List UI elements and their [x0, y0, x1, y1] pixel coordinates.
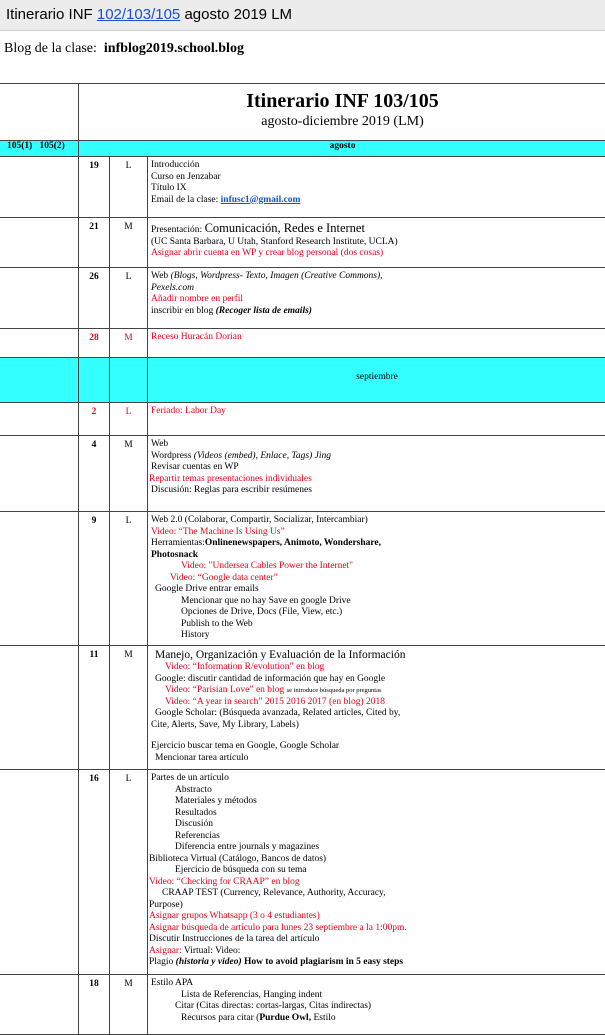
assignment-note: Asignar grupos Whatsapp (3 o 4 estudiantes): [149, 911, 604, 923]
content-line: [151, 221, 604, 237]
content-line: Purpose): [149, 900, 604, 912]
row-day: 2: [79, 403, 110, 436]
video-line: Video: “Information R/evolution” en blog: [151, 662, 604, 674]
row-day: 21: [79, 218, 110, 268]
video-line: Video: “Google data center”: [151, 573, 604, 585]
row-weekday: M: [110, 218, 148, 268]
content-line: Biblioteca Virtual (Catálogo, Bancos de datos): [149, 854, 604, 866]
row-content: [148, 218, 605, 268]
content-line: [149, 946, 604, 958]
row-day: 16: [79, 770, 110, 975]
content-line: Resultados: [151, 808, 604, 820]
presentation-label: Presentación:: [151, 225, 205, 235]
table-row: [0, 975, 605, 1035]
row-weekday: M: [110, 436, 148, 512]
row-content: [148, 157, 605, 218]
title-cell: [79, 84, 605, 141]
text-run: Virtual: Video:: [182, 946, 241, 956]
content-line: Opciones de Drive, Docs (File, View, etc.): [151, 607, 604, 619]
content-line: Discusión: [151, 819, 604, 831]
table-row: [0, 436, 605, 512]
video-line: Video: “A year in search” 2015 2016 2017 (en blog) 2018: [151, 697, 604, 709]
month-header-septiembre: [0, 358, 605, 403]
row-weekday: L: [110, 268, 148, 329]
text-run: Herramientas:: [151, 538, 205, 548]
content-line: Google Scholar: (Búsqueda avanzada, Related articles, Cited by,: [151, 708, 604, 720]
text-run: (historia y video): [176, 957, 242, 967]
row-day: 28: [79, 329, 110, 358]
content-line: Manejo, Organización y Evaluación de la Información: [151, 649, 604, 662]
text-run: Recursos para citar (: [181, 1013, 259, 1023]
row-weekday: M: [110, 646, 148, 770]
content-line: Referencias: [151, 831, 604, 843]
content-line: Diferencia entre journals y magazines: [151, 842, 604, 854]
video-line: Video: “The Machine Is Using Us”: [151, 527, 604, 539]
text-run: Web: [151, 271, 171, 281]
content-line: Discutir Instrucciones de la tarea del artículo: [149, 934, 604, 946]
assignment-note: Asignar abrir cuenta en WP y crear blog personal (dos cosas): [151, 248, 604, 260]
row-day: 18: [79, 975, 110, 1035]
row-content: [148, 512, 605, 646]
content-line: Citar (Citas directas: cortas-largas, Citas indirectas): [151, 1001, 604, 1013]
row-content: [148, 268, 605, 329]
content-line: Abstracto: [151, 785, 604, 797]
row-content: [148, 770, 605, 975]
table-row: [0, 157, 605, 218]
text-run: Wordpress: [151, 451, 194, 461]
table-row: [0, 646, 605, 770]
content-line: Materiales y métodos: [151, 796, 604, 808]
content-line: [151, 195, 604, 207]
table-row: [0, 218, 605, 268]
content-line: [151, 271, 604, 283]
content-line: Google Drive entrar emails: [151, 584, 604, 596]
row-day: 26: [79, 268, 110, 329]
video-line: Video: "Undersea Cables Power the Internet": [151, 561, 604, 573]
content-line: (UC Santa Barbara, U Utah, Stanford Research Institute, UCLA): [151, 237, 604, 249]
content-line: [151, 1013, 604, 1025]
text-run: Plagio: [149, 957, 176, 967]
row-content: [148, 436, 605, 512]
blog-label: Blog de la clase:: [4, 41, 97, 56]
content-line: Título IX: [151, 183, 604, 195]
title-prefix: Itinerario INF: [6, 6, 97, 23]
row-weekday: L: [110, 157, 148, 218]
month-label: septiembre: [148, 358, 605, 403]
row-weekday: L: [110, 770, 148, 975]
content-line: Publish to the Web: [151, 619, 604, 631]
title-row: [0, 84, 605, 141]
schedule-table: [0, 83, 605, 1035]
text-run: Onlinenewspapers, Animoto, Wondershare,: [205, 538, 381, 548]
row-weekday: M: [110, 975, 148, 1035]
section-col-2: 105(2): [39, 141, 64, 151]
content-line: Introducción: [151, 160, 604, 172]
content-line: [151, 283, 604, 295]
blog-line: [4, 40, 605, 58]
assignment-note: Repartir temas presentaciones individuales: [149, 474, 604, 486]
schedule-subtitle: agosto-diciembre 2019 (LM): [79, 113, 605, 130]
table-row: [0, 329, 605, 358]
row-content: Receso Huracán Dorian: [148, 329, 605, 358]
text-run: (Videos (embed), Enlace, Tags) Jing: [194, 451, 331, 461]
text-run: Pexels.com: [151, 283, 194, 293]
month-header-agosto: [0, 141, 605, 157]
content-line: Discusión: Reglas para escribir resúmenes: [151, 485, 604, 497]
content-line: [151, 306, 604, 318]
row-content: [148, 646, 605, 770]
video-line: [151, 685, 604, 697]
row-day: 9: [79, 512, 110, 646]
text-run: Asignar:: [149, 946, 182, 956]
table-row: [0, 268, 605, 329]
text-run: Estilo: [311, 1013, 336, 1023]
content-line: Web 2.0 (Colaborar, Compartir, Socializar, Intercambiar): [151, 515, 604, 527]
row-weekday: M: [110, 329, 148, 358]
content-line: Cite, Alerts, Save, My Library, Labels): [151, 720, 604, 732]
content-line: Mencionar que no hay Save en google Drive: [151, 596, 604, 608]
section-columns: [0, 141, 79, 157]
class-email-link[interactable]: infusc1@gmail.com: [221, 195, 301, 205]
video-line: Video: “Checking for CRAAP” en blog: [149, 877, 604, 889]
month-label: agosto: [79, 141, 605, 157]
content-line: Estilo APA: [151, 978, 604, 990]
content-line: [151, 538, 604, 550]
content-line: Lista de Referencias, Hanging indent: [151, 990, 604, 1002]
content-line: Mencionar tarea artículo: [151, 753, 604, 765]
row-content: Feriado: Labor Day: [148, 403, 605, 436]
content-line: Google: discutir cantidad de información que hay en Google: [151, 674, 604, 686]
section-col-1: 105(1): [7, 141, 32, 151]
table-row: [0, 403, 605, 436]
text-run: Creative Commons),: [304, 271, 382, 281]
row-content: [148, 975, 605, 1035]
content-line: [149, 957, 604, 969]
content-line: [151, 451, 604, 463]
title-suffix: agosto 2019 LM: [180, 6, 292, 23]
row-day: 19: [79, 157, 110, 218]
content-line: Photosnack: [151, 550, 604, 562]
text-run: se introduce búsqueda por preguntas: [287, 687, 382, 694]
row-day: 4: [79, 436, 110, 512]
content-line: CRAAP TEST (Currency, Relevance, Authority, Accuracy,: [151, 888, 604, 900]
text-run: (Recoger lista de emails): [216, 306, 312, 316]
content-line: Revisar cuentas en WP: [151, 462, 604, 474]
content-line: Ejercicio de búsqueda con su tema: [151, 865, 604, 877]
content-line: Curso en Jenzabar: [151, 172, 604, 184]
table-row: [0, 512, 605, 646]
row-day: 11: [79, 646, 110, 770]
email-label: Email de la clase:: [151, 195, 221, 205]
assignment-note: Añadir nombre en perfil: [151, 294, 604, 306]
row-weekday: L: [110, 512, 148, 646]
table-row: [0, 770, 605, 975]
schedule-title: Itinerario INF 103/105: [79, 89, 605, 113]
text-run: Purdue Owl,: [259, 1013, 311, 1023]
text-run: Video: “Parisian Love” en blog: [165, 685, 287, 695]
text-run: How to avoid plagiarism in 5 easy steps: [242, 957, 404, 967]
course-numbers-link[interactable]: 102/103/105: [97, 6, 180, 23]
content-line: Web: [151, 439, 604, 451]
blog-address: infblog2019.school.blog: [104, 41, 244, 56]
content-line: Partes de un artículo: [151, 773, 604, 785]
text-run: (Blogs, Wordpress- Texto, Imagen (: [171, 271, 305, 281]
text-run: inscribir en blog: [151, 306, 216, 316]
row-weekday: L: [110, 403, 148, 436]
assignment-note: Asignar búsqueda de artículo para lunes 23 septiembre a la 1:00pm.: [149, 923, 604, 935]
document-title-bar: [0, 0, 605, 31]
content-line: History: [151, 630, 604, 642]
presentation-title: Comunicación, Redes e Internet: [205, 221, 365, 235]
content-line: Ejercicio buscar tema en Google, Google Scholar: [151, 741, 604, 753]
